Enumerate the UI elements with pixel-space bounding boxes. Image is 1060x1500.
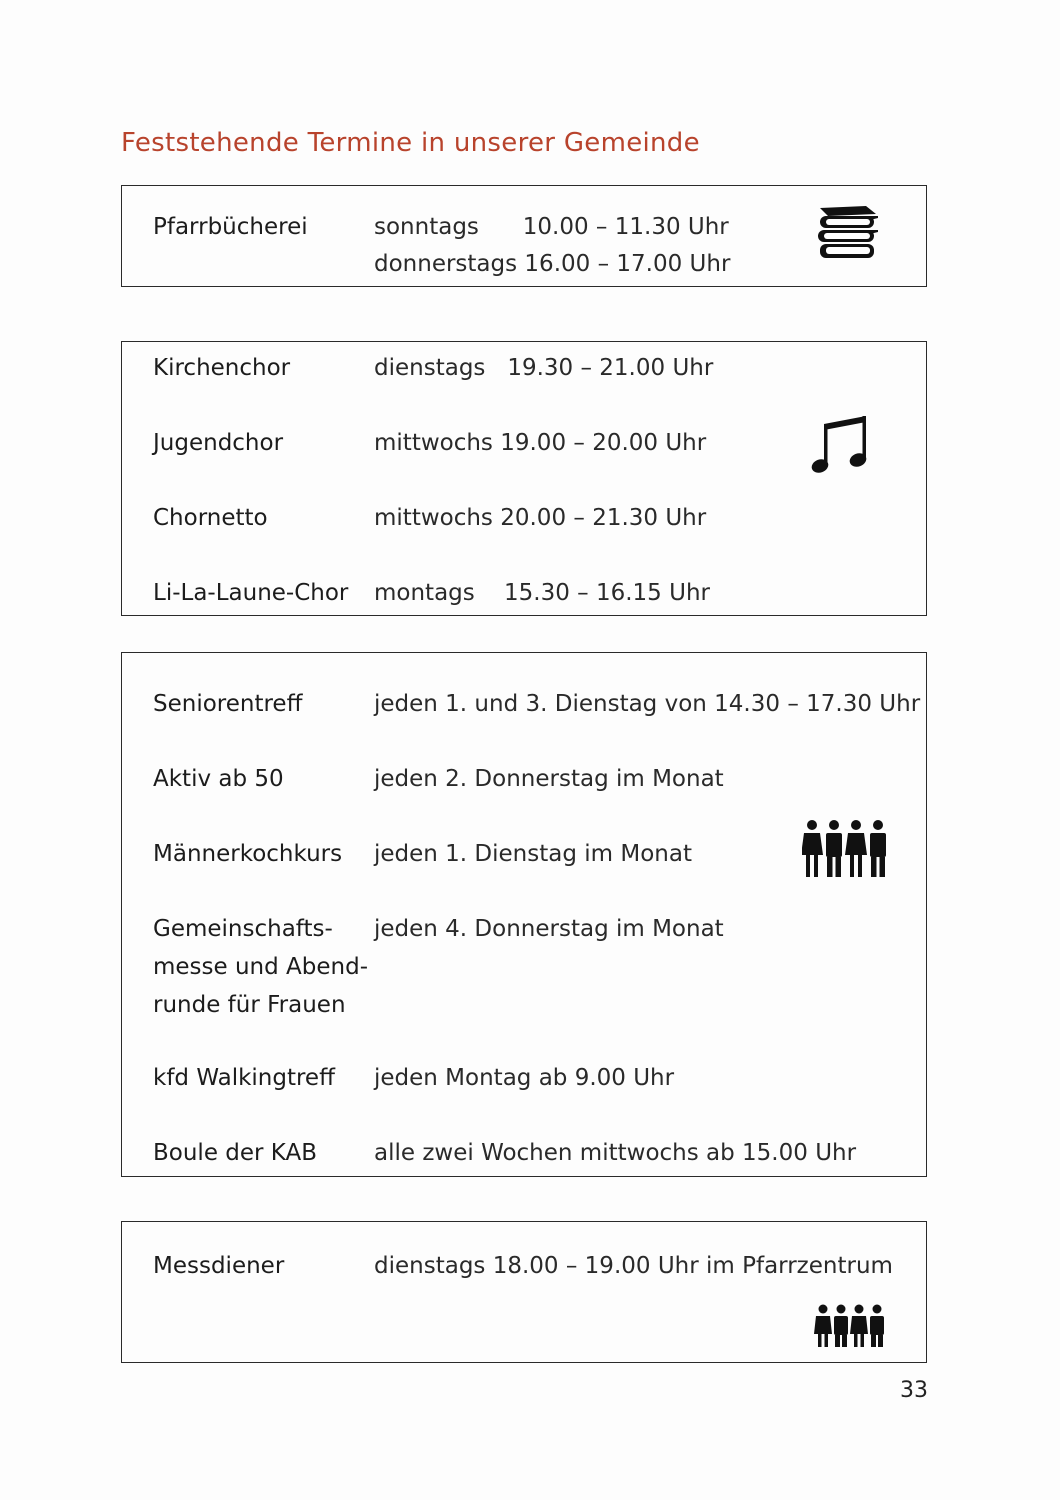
group-time: jeden 2. Donnerstag im Monat (374, 766, 724, 792)
group-time: jeden 1. und 3. Dienstag von 14.30 – 17.30 Uhr (374, 691, 921, 717)
group-name: Aktiv ab 50 (153, 766, 284, 792)
group-time: jeden 4. Donnerstag im Monat (374, 916, 724, 942)
choir-time: mittwochs 19.00 – 20.00 Uhr (374, 430, 707, 456)
choir-name: Chornetto (153, 505, 268, 531)
library-hours-sunday: sonntags 10.00 – 11.30 Uhr (374, 214, 729, 240)
choirs-box (121, 341, 927, 616)
group-name-line: messe und Abend- (153, 954, 369, 980)
group-name: Seniorentreff (153, 691, 303, 717)
choir-time: dienstags 19.30 – 21.00 Uhr (374, 355, 714, 381)
choir-name: Li-La-Laune-Chor (153, 580, 349, 606)
altar-servers-name: Messdiener (153, 1253, 285, 1279)
altar-servers-time: dienstags 18.00 – 19.00 Uhr im Pfarrzentrum (374, 1253, 893, 1279)
library-name: Pfarrbücherei (153, 214, 308, 240)
people-group-icon (802, 819, 888, 879)
choir-time: mittwochs 20.00 – 21.30 Uhr (374, 505, 707, 531)
group-name: kfd Walkingtreff (153, 1065, 335, 1091)
choir-name: Kirchenchor (153, 355, 291, 381)
group-time: jeden 1. Dienstag im Monat (374, 841, 692, 867)
altar-servers-box (121, 1221, 927, 1363)
group-time: alle zwei Wochen mittwochs ab 15.00 Uhr (374, 1140, 857, 1166)
library-hours-thursday: donnerstags 16.00 – 17.00 Uhr (374, 251, 731, 277)
group-name: Boule der KAB (153, 1140, 317, 1166)
page-heading: Feststehende Termine in unserer Gemeinde (121, 128, 700, 158)
group-name-line: Gemeinschafts- (153, 916, 333, 942)
group-time: jeden Montag ab 9.00 Uhr (374, 1065, 675, 1091)
group-name: Männerkochkurs (153, 841, 343, 867)
books-icon (814, 204, 880, 262)
children-group-icon (814, 1304, 886, 1348)
library-box (121, 185, 927, 287)
choir-name: Jugendchor (153, 430, 284, 456)
page-number: 33 (900, 1378, 928, 1403)
group-name-line: runde für Frauen (153, 992, 346, 1018)
music-note-icon (810, 414, 870, 476)
groups-box (121, 652, 927, 1177)
choir-time: montags 15.30 – 16.15 Uhr (374, 580, 710, 606)
